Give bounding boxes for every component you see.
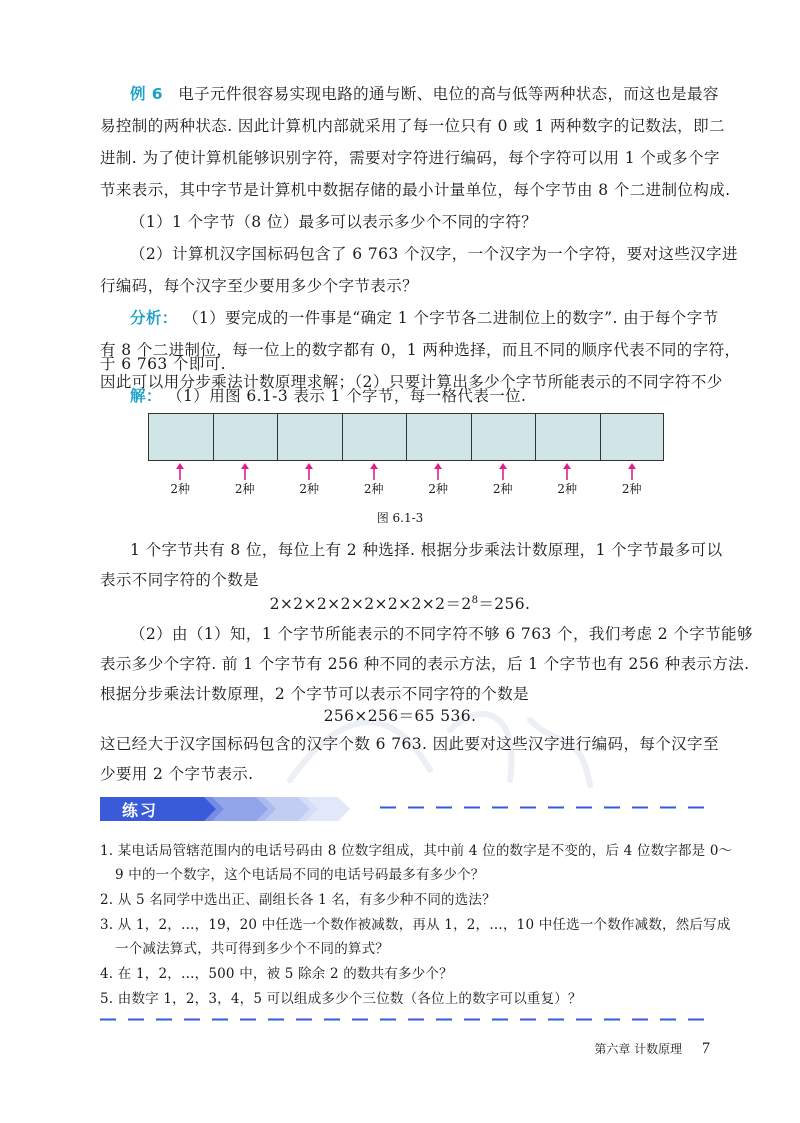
exercise-item-3-line-1: 3. 从 1，2，…，19，20 中任选一个数作被减数，再从 1，2，…，10 中任选一个数作减数，然后写成 [100,917,731,933]
bit-cell [277,413,342,461]
question-2-line-1: （2）计算机汉字国标码包含了 6 763 个汉字，一个汉字为一个字符，要对这些汉字进 [130,245,738,263]
question-2-line-2: 行编码，每个汉字至少要用多少个字节表示？ [100,277,419,295]
bit-cell [406,413,471,461]
up-arrow-icon [622,463,642,481]
bit-choice-label: 2种 [363,482,384,496]
bit-cell [213,413,278,461]
analysis-line-2: 有 8 个二进制位，每一位上的数字都有 0，1 两种选择，而且不同的顺序代表不同的字符， [100,341,741,359]
page-number: 7 [702,1040,710,1057]
analysis-tag: 分析： [130,309,178,327]
solution-p1-line-2: 表示不同字符的个数是 [100,571,260,589]
solution-p2-line-1: （2）由（1）知，1 个字节所能表示的不同字符不够 6 763 个，我们考虑 2 个字节能够 [130,625,753,643]
bit-choice-label: 2种 [621,482,642,496]
solution-p2-line-3: 根据分步乘法计数原理，2 个字节可以表示不同字符的个数是 [100,685,529,703]
bit-choice-label: 2种 [557,482,578,496]
analysis-line-1: 分析： （1）要完成的一件事是“确定 1 个字节各二进制位上的数字”. 由于每个字节 [130,309,719,327]
solution-intro: 解： （1）用图 6.1-3 表示 1 个字节，每一格代表一位. [130,387,527,405]
figure-caption: 图 6.1-3 [376,511,424,525]
solution-tag: 解： [130,387,162,405]
analysis-line-4-visible: 于 6 763 个即可. [100,355,226,373]
bit-choice-label: 2种 [170,482,191,496]
solution-p3-line-2: 少要用 2 个字节表示. [100,765,254,783]
question-1: （1）1 个字节（8 位）最多可以表示多少个不同的字符？ [130,213,538,231]
exercise-item-1-line-2: 9 中的一个数字，这个电话局不同的电话号码最多有多少个？ [115,867,485,883]
example-line-1: 例 6 电子元件很容易实现电路的通与断、电位的高与低等两种状态，而这也是最容 [130,85,719,103]
bit-choice-label: 2种 [428,482,449,496]
bit-choice-label: 2种 [234,482,255,496]
up-arrow-icon [170,463,190,481]
exercise-item-5: 5. 由数字 1，2，3，4，5 可以组成多少个三位数（各位上的数字可以重复）？ [100,991,582,1007]
equation-1: $2\times 2\times 2\times 2\times 2\times 2\times 2\times 2=2^8=256$. [269,594,531,613]
exercise-title: 练习 [122,801,159,820]
up-arrow-icon [235,463,255,481]
example-line-3: 进制. 为了使计算机能够识别字符，需要对字符进行编码，每个字符可以用 1 个或多个字 [100,149,720,167]
example-line-2: 易控制的两种状态. 因此计算机内部就采用了每一位只有 0 或 1 两种数字的记数法，即二 [100,117,725,135]
up-arrow-icon [493,463,513,481]
exercise-item-3-line-2: 一个减法算式，共可得到多少个不同的算式？ [115,941,389,957]
up-arrow-icon [364,463,384,481]
up-arrow-icon [299,463,319,481]
analysis-line-3: 因此可以用分步乘法计数原理求解；（2）只要计算出多少个字节所能表示的不同字符不少 [100,373,723,391]
bit-cell [600,413,665,461]
equation-2: 256×256＝65 536. [323,707,477,725]
solution-p2-line-2: 表示多少个字符. 前 1 个字节有 256 种不同的表示方法，后 1 个字节也有 256 种表示方法. [100,655,750,673]
bit-cell [535,413,600,461]
bit-choice-label: 2种 [492,482,513,496]
exercise-item-4: 4. 在 1，2，…，500 中，被 5 除余 2 的数共有多少个？ [100,966,453,982]
bit-cell [471,413,536,461]
chapter-label: 第六章 计数原理 [594,1042,683,1056]
solution-p3-line-1: 这已经大于汉字国标码包含的汉字个数 6 763. 因此要对这些汉字进行编码，每个汉字至 [100,735,719,753]
solution-p1-line-1: 1 个字节共有 8 位，每位上有 2 种选择. 根据分步乘法计数原理，1 个字节最多可以 [130,541,723,559]
byte-figure [148,413,664,461]
up-arrow-icon [557,463,577,481]
example-tag: 例 6 [130,85,163,103]
bit-cell [148,413,213,461]
divider-dashes-top [380,806,710,809]
bit-cell [342,413,407,461]
exercise-item-1-line-1: 1. 某电话局管辖范围内的电话号码由 8 位数字组成，其中前 4 位的数字是不变的，后 4 位数字都是 0～ [100,843,733,859]
up-arrow-icon [428,463,448,481]
exercise-item-2: 2. 从 5 名同学中选出正、副组长各 1 名，有多少种不同的选法？ [100,892,496,908]
example-line-4: 节来表示，其中字节是计算机中数据存储的最小计量单位，每个字节由 8 个二进制位构成. [100,181,731,199]
divider-dashes-bottom [100,1018,712,1021]
page-footer [594,1040,710,1058]
bit-choice-label: 2种 [299,482,320,496]
